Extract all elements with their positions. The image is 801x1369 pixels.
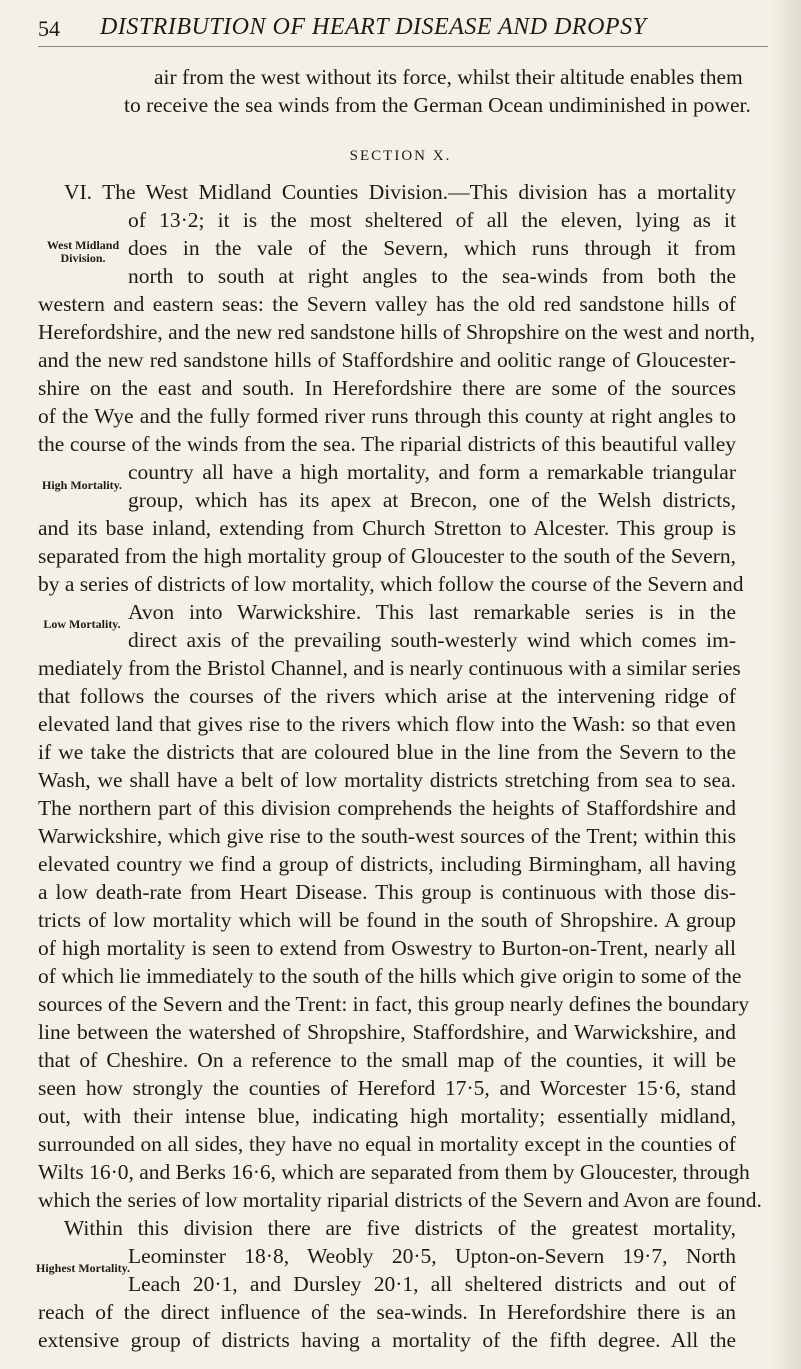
body-line: which the series of low mortality riparial districts of the Severn and Avon are found.	[38, 1188, 762, 1212]
body-line: Wash, we shall have a belt of low mortality districts stretching from sea to sea.	[38, 768, 736, 792]
section-heading: SECTION X.	[349, 148, 452, 164]
body-line: does in the vale of the Severn, which runs through it from	[128, 236, 736, 260]
body-line: Leominster 18·8, Weobly 20·5, Upton-on-Severn 19·7, North	[128, 1244, 736, 1268]
body-line: Herefordshire, and the new red sandstone hills of Shropshire on the west and north,	[38, 320, 756, 344]
body-line: tricts of low mortality which will be found in the south of Shropshire. A group	[38, 908, 736, 932]
body-line: seen how strongly the counties of Hereford 17·5, and Worcester 15·6, stand	[38, 1076, 736, 1100]
body-line: The northern part of this division comprehends the heights of Staffordshire and	[38, 796, 736, 820]
body-line: air from the west without its force, whilst their altitude enables them	[154, 65, 743, 89]
body-line: out, with their intense blue, indicating high mortality; essentially midland,	[38, 1104, 736, 1128]
body-line: VI. The West Midland Counties Division.—This division has a mortality	[64, 180, 736, 204]
body-line: to receive the sea winds from the German Ocean undiminished in power.	[124, 93, 751, 117]
body-line: shire on the east and south. In Herefordshire there are some of the sources	[38, 376, 736, 400]
body-line: and the new red sandstone hills of Staffordshire and oolitic range of Gloucester-	[38, 348, 736, 372]
body-line: that follows the courses of the rivers which arise at the intervening ridge of	[38, 684, 736, 708]
body-line: mediately from the Bristol Channel, and is nearly continuous with a similar series	[38, 656, 741, 680]
body-line: of which lie immediately to the south of the hills which give origin to some of the	[38, 964, 742, 988]
margin-note-high-mortality: High Mortality.	[42, 478, 122, 492]
body-line: direct axis of the prevailing south-westerly wind which comes im-	[128, 628, 736, 652]
margin-note-low-mortality: Low Mortality.	[43, 617, 121, 631]
header-rule	[38, 46, 768, 47]
page-edge-shadow	[771, 0, 801, 1369]
body-line: country all have a high mortality, and form a remarkable triangular	[128, 460, 736, 484]
body-line: group, which has its apex at Brecon, one of the Welsh districts,	[128, 488, 736, 512]
body-line: Warwickshire, which give rise to the south-west sources of the Trent; within this	[38, 824, 736, 848]
margin-note-west-midland: West Midland Division.	[46, 238, 120, 265]
body-line: line between the watershed of Shropshire, Staffordshire, and Warwickshire, and	[38, 1020, 736, 1044]
running-title: DISTRIBUTION OF HEART DISEASE AND DROPSY	[100, 14, 647, 40]
body-line: extensive group of districts having a mortality of the fifth degree. All the	[38, 1328, 736, 1352]
body-line: of 13·2; it is the most sheltered of all the eleven, lying as it	[128, 208, 736, 232]
body-line: the course of the winds from the sea. The riparial districts of this beautiful valley	[38, 432, 736, 456]
page-number: 54	[38, 16, 60, 41]
body-line: sources of the Severn and the Trent: in fact, this group nearly defines the boundary	[38, 992, 750, 1016]
body-line: by a series of districts of low mortality, which follow the course of the Severn and	[38, 572, 744, 596]
body-line: Leach 20·1, and Dursley 20·1, all sheltered districts and out of	[128, 1272, 736, 1296]
body-line: elevated country we find a group of districts, including Birmingham, all having	[38, 852, 736, 876]
body-line: western and eastern seas: the Severn valley has the old red sandstone hills of	[38, 292, 736, 316]
body-line: separated from the high mortality group of Gloucester to the south of the Severn,	[38, 544, 736, 568]
body-line: a low death-rate from Heart Disease. This group is continuous with those dis-	[38, 880, 736, 904]
body-line: Wilts 16·0, and Berks 16·6, which are separated from them by Gloucester, through	[38, 1160, 750, 1184]
margin-note-highest-mortality: Highest Mortality.	[36, 1261, 130, 1275]
body-line: elevated land that gives rise to the rivers which flow into the Wash: so that even	[38, 712, 736, 736]
body-line: of high mortality is seen to extend from Oswestry to Burton-on-Trent, nearly all	[38, 936, 736, 960]
body-line: north to south at right angles to the sea-winds from both the	[128, 264, 736, 288]
body-line: Within this division there are five districts of the greatest mortality,	[64, 1216, 736, 1240]
body-line: if we take the districts that are coloured blue in the line from the Severn to the	[38, 740, 736, 764]
body-line: that of Cheshire. On a reference to the small map of the counties, it will be	[38, 1048, 736, 1072]
body-line: reach of the direct influence of the sea-winds. In Herefordshire there is an	[38, 1300, 736, 1324]
body-line: of the Wye and the fully formed river runs through this county at right angles to	[38, 404, 736, 428]
body-line: surrounded on all sides, they have no equal in mortality except in the counties of	[38, 1132, 736, 1156]
body-line: and its base inland, extending from Church Stretton to Alcester. This group is	[38, 516, 736, 540]
body-line: Avon into Warwickshire. This last remarkable series is in the	[128, 600, 736, 624]
